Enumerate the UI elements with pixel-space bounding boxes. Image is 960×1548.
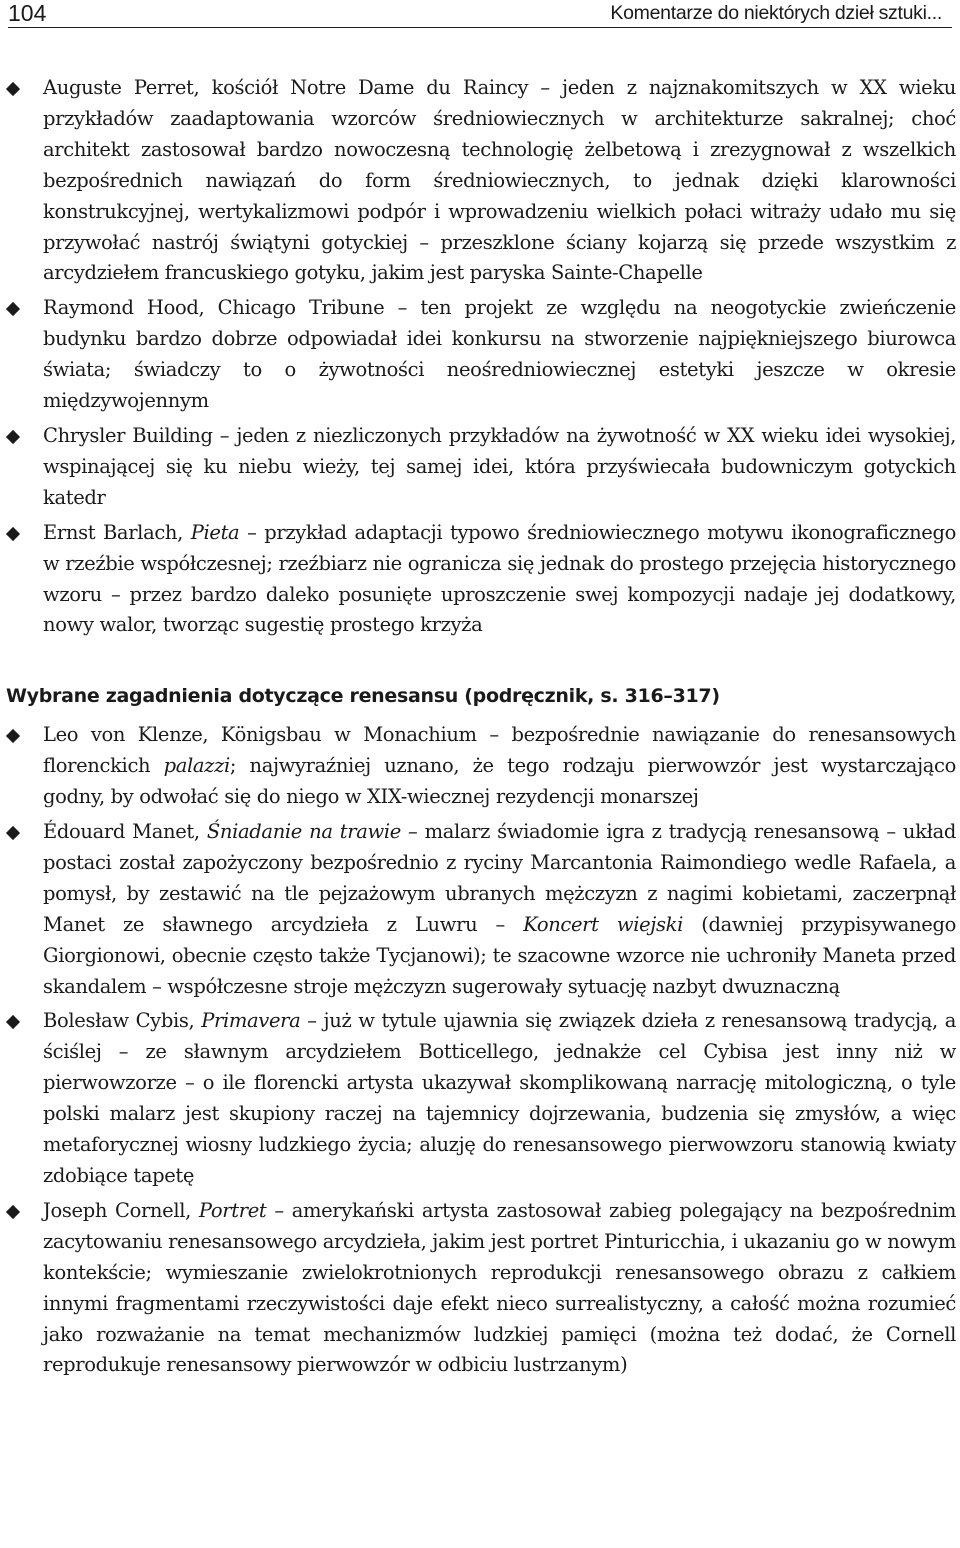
section-heading: Wybrane zagadnienia dotyczące renesansu (podręcznik, s. 316–317) bbox=[6, 685, 720, 708]
italic-title-text: palazzi bbox=[163, 754, 230, 778]
list-item bbox=[8, 1006, 956, 1191]
italic-title-text: Portret bbox=[198, 1198, 267, 1222]
item-text: Leo von Klenze, Königsbau w Monachium – bezpośrednie nawiązanie do renesansowych florenckich bbox=[43, 723, 956, 778]
italic-title-text: Primavera bbox=[201, 1009, 301, 1033]
item-text: Raymond Hood, Chicago Tribune – ten projekt ze względu na neogotyckie zwieńczenie budynku bardzo dobrze odpowiadał idei konkursu na stworzenie najpiękniejszego biurowca świata; świadczy to o żywotności neośredniowiecznej estetyki jeszcze w okresie międzywojennym bbox=[43, 296, 956, 413]
item-text: – przykład adaptacji typowo średniowiecznego motywu ikonograficznego w rzeźbie współczesnej; rzeźbiarz nie ogranicza się jednak do prostego przejęcia historycznego wzoru – przez bardzo daleko posunięte uproszczenie swej kompozycji nadaje jej dodatkowy, nowy walor, tworząc sugestię prostego krzyża bbox=[43, 520, 956, 637]
page-number: 104 bbox=[8, 0, 47, 26]
item-text: Chrysler Building – jeden z niezliczonych przykładów na żywotność w XX wieku idei wysokiej, wspinającej się ku niebu wieży, tej samej idei, która przyświecała budowniczym gotyckich katedr bbox=[43, 423, 956, 509]
item-text: ; najwyraźniej uznano, że tego rodzaju pierwowzór jest wystarczająco godny, by odwołać się do niego w XIX-wiecznej rezydencji monarszej bbox=[43, 754, 956, 809]
diamond-bullet-icon bbox=[6, 729, 20, 743]
item-text: Auguste Perret, kościół Notre Dame du Raincy – jeden z najznakomitszych w XX wieku przykładów zaadaptowania wzorców średniowiecznych w architekturze sakralnej; choć architekt zastosował bardzo nowoczesną technologię żelbetową i zrezygnował z wszelkich bezpośrednich nawiązań do form średniowiecznych, to jednak dzięki klarowności konstrukcyjnej, wertykalizmowi podpór i wprowadzeniu wielkich połaci witraży udało mu się przywołać nastrój świątyni gotyckiej – przeszklone ściany kojarzą się przede wszystkim z arcydziełem francuskiego gotyku, jakim jest paryska Sainte-Chapelle bbox=[43, 76, 956, 285]
list-item bbox=[8, 1196, 956, 1381]
item-text: Bolesław Cybis, bbox=[43, 1009, 202, 1033]
diamond-bullet-icon bbox=[6, 1205, 20, 1219]
renaissance-examples-list bbox=[8, 720, 956, 1381]
diamond-bullet-icon bbox=[6, 826, 20, 840]
list-item bbox=[8, 518, 956, 642]
diamond-bullet-icon bbox=[6, 1015, 20, 1029]
list-item bbox=[8, 73, 956, 289]
item-text: – już w tytule ujawnia się związek dzieła z renesansową tradycją, a ściślej – ze sławnym arcydziełem Botticellego, jednakże cel Cybisa jest inny niż w pierwowzorze – o ile florencki artysta ukazywał skomplikowaną narrację mitologiczną, o tyle polski malarz jest skupiony raczej na tajemnicy dojrzewania, budzenia się zmysłów, a więc metaforycznej wiosny ludzkiego życia; aluzję do renesansowego pierwowzoru stanowią kwiaty zdobiące tapetę bbox=[43, 1009, 956, 1187]
page-content bbox=[8, 73, 956, 1385]
list-item bbox=[8, 817, 956, 1002]
item-text: Ernst Barlach, bbox=[43, 520, 191, 544]
diamond-bullet-icon bbox=[6, 302, 20, 316]
italic-title-text: Pieta bbox=[190, 520, 240, 544]
italic-title-text: Śniadanie na trawie bbox=[206, 820, 401, 844]
running-title: Komentarze do niektórych dzieł sztuki... bbox=[610, 2, 942, 24]
diamond-bullet-icon bbox=[6, 430, 20, 444]
diamond-bullet-icon bbox=[6, 82, 20, 96]
italic-title-text: Koncert wiejski bbox=[523, 912, 683, 936]
list-item bbox=[8, 720, 956, 813]
item-text: Joseph Cornell, bbox=[43, 1198, 199, 1222]
gothic-examples-list bbox=[8, 73, 956, 641]
diamond-bullet-icon bbox=[6, 527, 20, 541]
item-text: – malarz świadomie igra z tradycją renesansową – układ postaci został zapożyczony bezpośrednio z ryciny Marcantonia Raimondiego wedle Rafaela, a pomysł, by zestawić na tle pejzażowym ubranych mężczyzn z nagimi kobietami, zaczerpnął Manet ze sławnego arcydzieła z Luwru – bbox=[43, 820, 956, 936]
list-item bbox=[8, 421, 956, 514]
list-item bbox=[8, 293, 956, 417]
item-text: (dawniej przypisywanego Giorgionowi, obecnie często także Tycjanowi); te szacowne wzorce nie uchroniły Maneta przed skandalem – współczesne stroje mężczyzn sugerowały sytuację nazbyt dwuznaczną bbox=[43, 912, 956, 998]
page-header bbox=[8, 0, 952, 28]
item-text: Édouard Manet, bbox=[43, 820, 207, 844]
item-text: – amerykański artysta zastosował zabieg polegający na bezpośrednim zacytowaniu renesansowego arcydzieła, jakim jest portret Pinturicchia, i ukazaniu go w nowym kontekście; wymieszanie zwielokrotnionych reprodukcji renesansowego obrazu z całkiem innymi fragmentami rzeczywistości daje efekt nieco surrealistyczny, a całość można rozumieć jako rozważanie na temat mechanizmów ludzkiej pamięci (można też dodać, że Cornell reprodukuje renesansowy pierwowzór w odbiciu lustrzanym) bbox=[43, 1198, 956, 1377]
